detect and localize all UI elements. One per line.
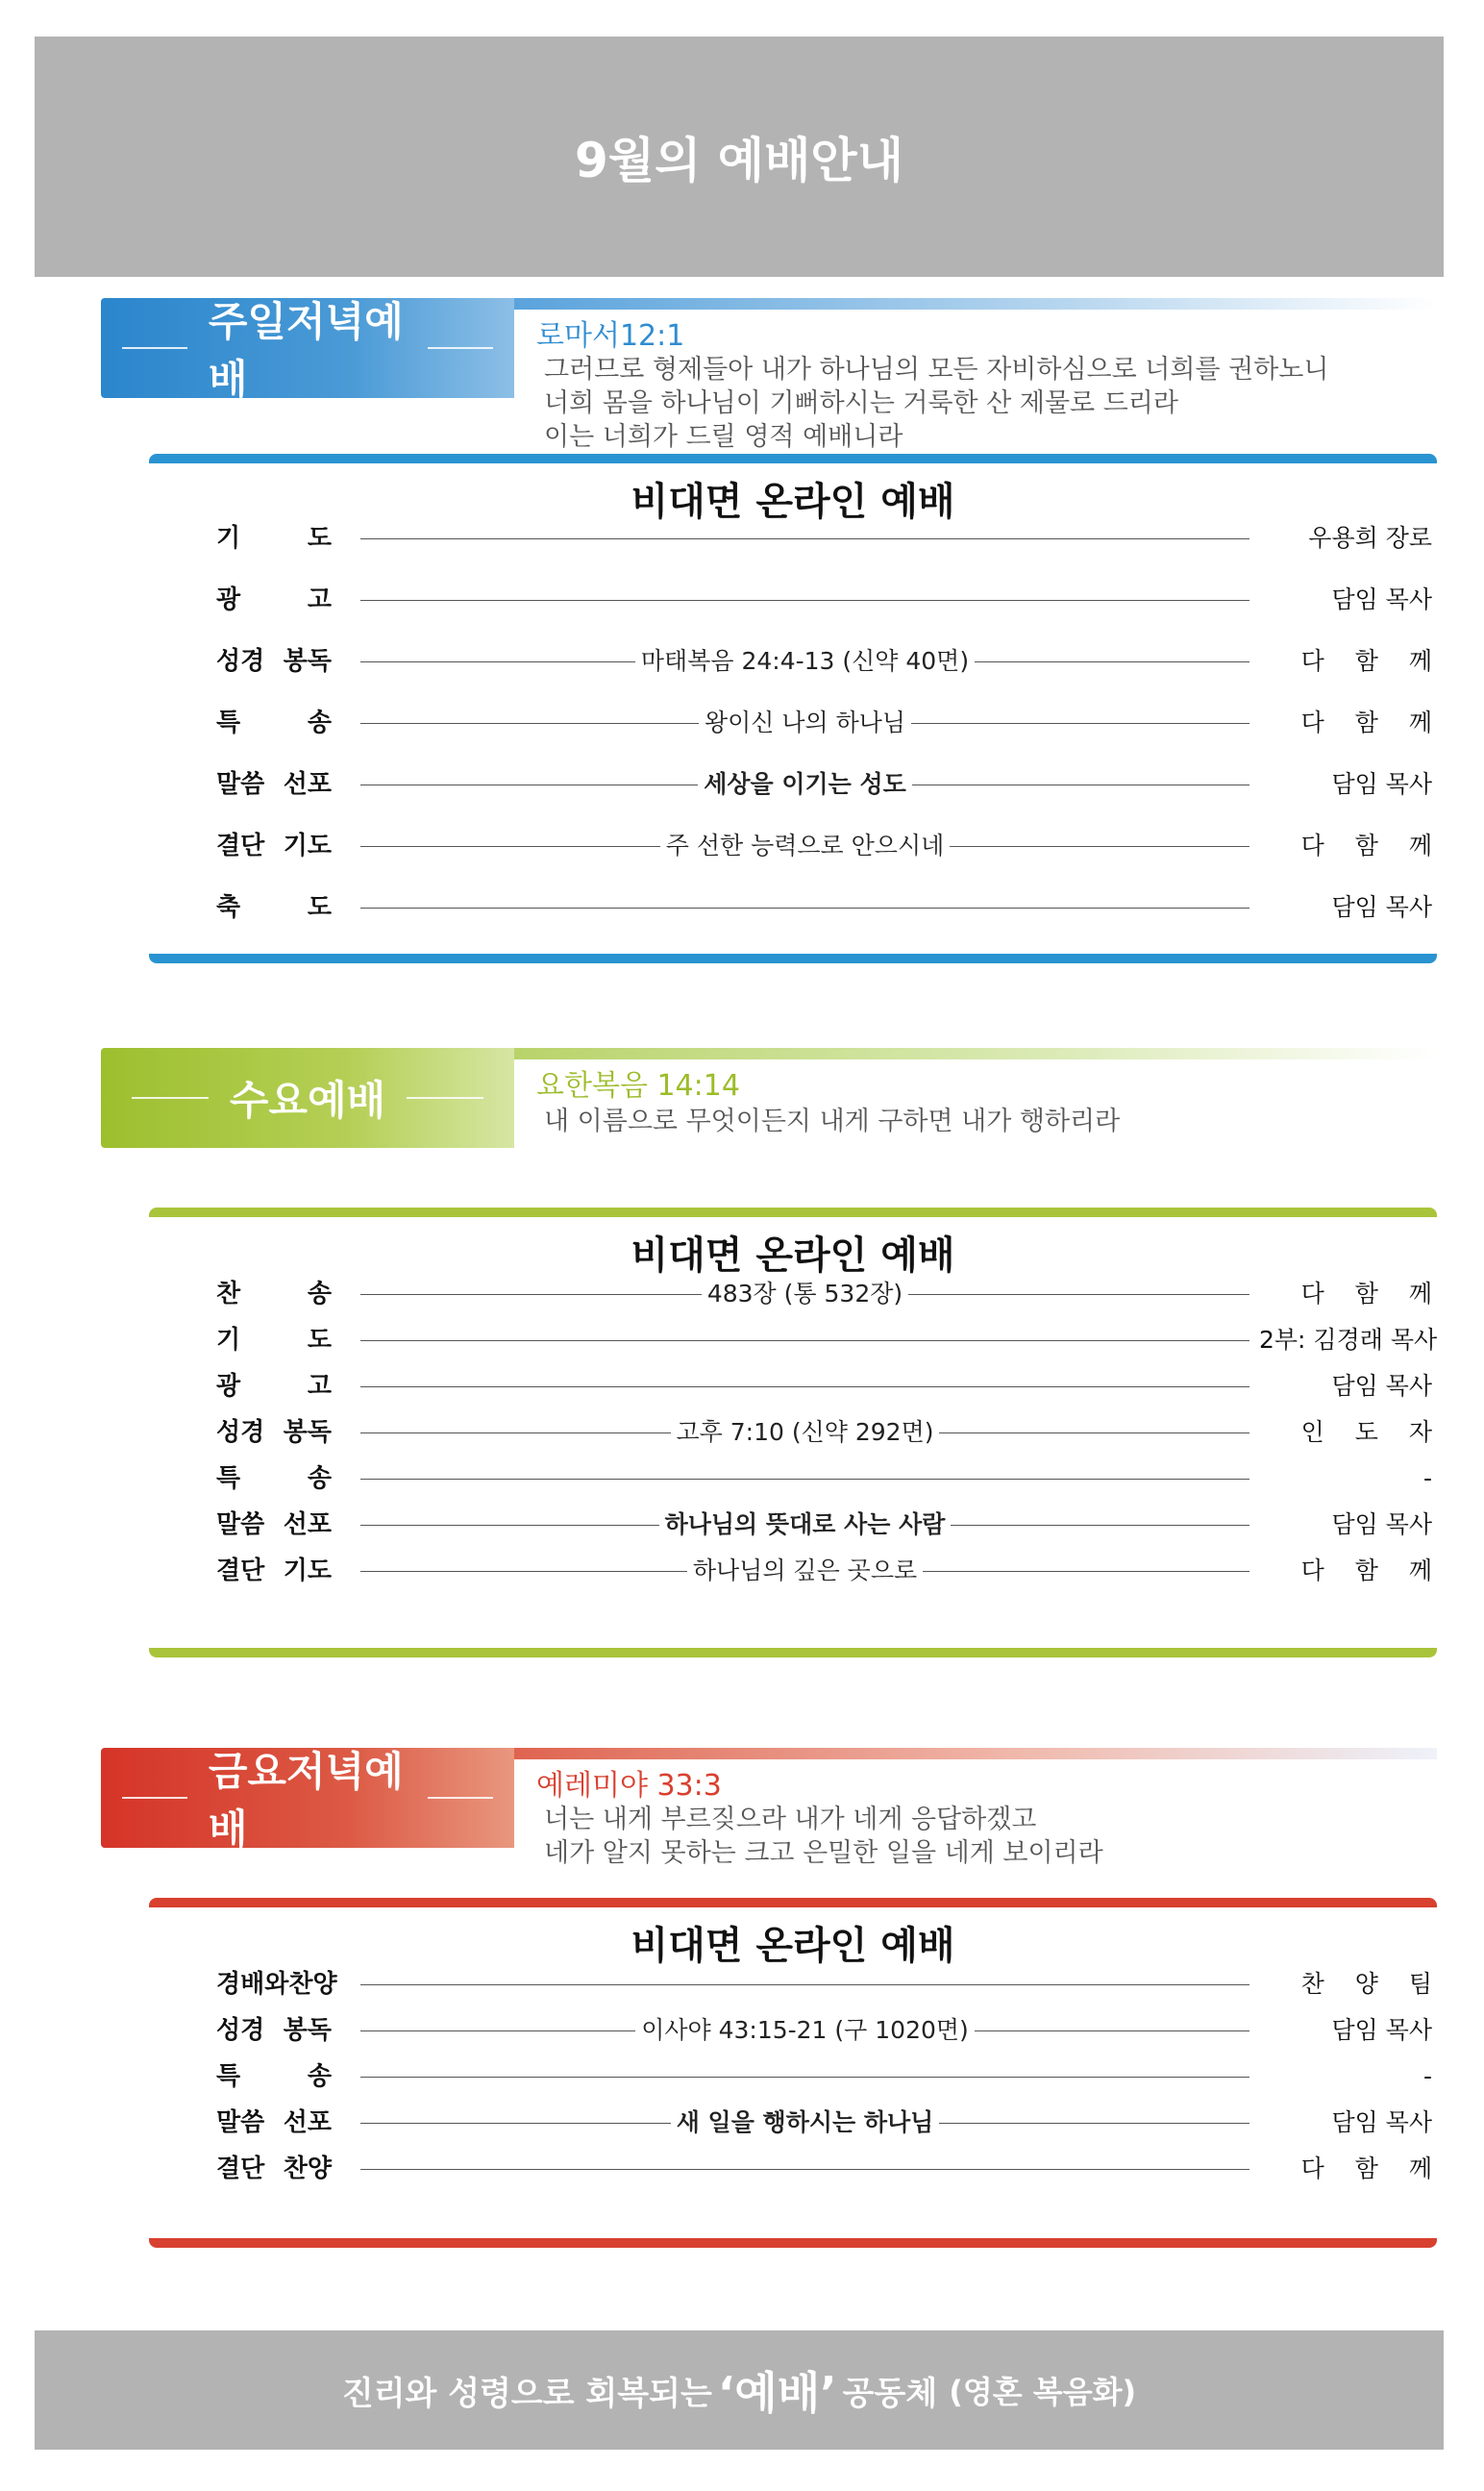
order-label-part: 송 <box>307 709 332 737</box>
order-label <box>216 765 332 804</box>
order-row <box>216 827 1444 865</box>
friday-verse-line-1: 너는 내게 부르짖으라 내가 네게 응답하겠고 <box>544 1805 1037 1834</box>
footer-emphasis: ‘예배’ <box>717 2367 837 2419</box>
wednesday-verse-line <box>514 1048 1437 1059</box>
friday-verse-ref: 예레미야 33:3 <box>536 1769 722 1803</box>
order-label-part: 봉독 <box>283 2016 332 2045</box>
order-label <box>216 2150 332 2188</box>
sunday-order-card <box>149 454 1444 963</box>
order-label <box>216 1506 332 1544</box>
order-label-part: 기도 <box>283 832 332 860</box>
order-leader: - <box>1422 2062 1432 2090</box>
order-detail <box>360 1275 1249 1313</box>
wednesday-tab <box>101 1048 514 1148</box>
order-label <box>216 2011 332 2050</box>
order-label <box>216 2104 332 2142</box>
order-leader: 담임 목사 <box>1331 770 1432 798</box>
order-label <box>216 1459 332 1498</box>
sunday-verse-line-1: 그러므로 형제들아 내가 하나님의 모든 자비하심으로 너희를 권하노니 <box>544 355 1329 385</box>
order-label-part: 성경 <box>216 2016 265 2045</box>
order-label-part: 기 <box>216 524 241 553</box>
order-row <box>216 2057 1432 2096</box>
order-label-part: 선포 <box>283 2108 332 2137</box>
order-label-part: 고 <box>307 1372 332 1401</box>
order-detail <box>360 2104 1249 2142</box>
order-label-part: 결단 <box>216 2155 265 2183</box>
order-leader: 담임 목사 <box>1331 1510 1432 1538</box>
order-label <box>216 642 332 681</box>
card-title: 비대면 온라인 예배 <box>631 480 955 524</box>
order-label-part: 도 <box>307 1326 332 1355</box>
order-detail-text: 하나님의 깊은 곳으로 <box>687 1557 923 1584</box>
order-row <box>216 2011 1432 2050</box>
wednesday-order-card <box>149 1208 1444 1657</box>
order-label-part: 성경 <box>216 1418 265 1447</box>
order-detail <box>360 1413 1249 1452</box>
sunday-verse-line-3: 이는 너희가 드릴 영적 예배니라 <box>544 422 903 452</box>
order-row <box>216 1275 1444 1313</box>
order-detail-text: 새 일을 행하시는 하나님 <box>671 2108 940 2136</box>
order-label <box>216 2057 332 2096</box>
order-label-part: 특 <box>216 1464 241 1493</box>
friday-order-card <box>149 1898 1444 2248</box>
order-label-part: 결단 <box>216 1557 265 1585</box>
friday-verse-line <box>514 1748 1437 1759</box>
sunday-verse-line-2: 너희 몸을 하나님이 기뻐하시는 거룩한 산 제물로 드리라 <box>544 388 1178 418</box>
order-row <box>216 765 1432 804</box>
footer-banner <box>35 2330 1444 2450</box>
order-leader: 인 도 자 <box>1300 1418 1444 1446</box>
order-row <box>216 2104 1432 2142</box>
order-leader: 우용희 장로 <box>1308 524 1432 552</box>
order-leader: 2부: 김경래 목사 <box>1259 1326 1438 1354</box>
order-row <box>216 704 1444 742</box>
order-detail <box>360 1552 1249 1590</box>
sunday-verse-line <box>514 298 1437 310</box>
order-detail-text: 마태복음 24:4-13 (신약 40면) <box>635 647 975 675</box>
order-row <box>216 642 1444 681</box>
order-row <box>216 519 1432 558</box>
order-detail <box>360 1506 1249 1544</box>
order-label <box>216 1275 332 1313</box>
order-label-part: 결단 <box>216 832 265 860</box>
sunday-verse-ref: 로마서12:1 <box>536 319 685 353</box>
order-label-part: 고 <box>307 585 332 614</box>
card-title: 비대면 온라인 예배 <box>631 1233 955 1278</box>
order-leader: 담임 목사 <box>1331 2016 1432 2044</box>
leader-line <box>360 1386 1249 1387</box>
order-label-part: 봉독 <box>283 1418 332 1447</box>
order-label-part: 송 <box>307 1464 332 1493</box>
order-label-part: 특 <box>216 2062 241 2091</box>
order-label-part: 기 <box>216 1326 241 1355</box>
order-row <box>216 2150 1444 2188</box>
order-leader: 다 함 께 <box>1300 2155 1444 2182</box>
order-detail <box>360 642 1249 681</box>
order-row <box>216 1321 1438 1359</box>
order-label-part: 선포 <box>283 770 332 799</box>
order-label-part: 송 <box>307 1280 332 1308</box>
order-label <box>216 888 332 927</box>
order-label-part: 광 <box>216 585 241 614</box>
leader-line <box>360 1340 1249 1341</box>
order-leader: 다 함 께 <box>1300 1280 1444 1308</box>
order-label <box>216 581 332 619</box>
order-detail <box>360 704 1249 742</box>
leader-line <box>360 1984 1249 1985</box>
order-label-part: 찬 <box>216 1280 241 1308</box>
order-row <box>216 1367 1432 1406</box>
friday-evening-tab <box>101 1748 514 1853</box>
order-leader: 담임 목사 <box>1331 585 1432 613</box>
order-leader: 다 함 께 <box>1300 709 1444 736</box>
order-leader: 담임 목사 <box>1331 893 1432 921</box>
order-label-part: 도 <box>307 893 332 922</box>
order-detail-text: 세상을 이기는 성도 <box>698 770 912 798</box>
order-label-part: 송 <box>307 2062 332 2091</box>
leader-line <box>360 1479 1249 1480</box>
order-label <box>216 704 332 742</box>
sunday-evening-tab <box>101 298 514 403</box>
order-detail <box>360 2011 1249 2050</box>
wednesday-verse-line-1: 내 이름으로 무엇이든지 내게 구하면 내가 행하리라 <box>544 1107 1121 1136</box>
order-detail <box>360 827 1249 865</box>
order-leader: - <box>1422 1464 1432 1492</box>
order-leader: 담임 목사 <box>1331 1372 1432 1400</box>
order-label <box>216 1413 332 1452</box>
order-label-part: 축 <box>216 893 241 922</box>
order-label <box>216 1321 332 1359</box>
leader-line <box>360 908 1249 909</box>
leader-line <box>360 600 1249 601</box>
order-label <box>216 1552 332 1590</box>
card-title: 비대면 온라인 예배 <box>631 1924 955 1968</box>
order-label-part: 특 <box>216 709 241 737</box>
leader-line <box>360 538 1249 539</box>
order-row <box>216 1552 1444 1590</box>
order-label-part: 찬양 <box>283 2155 332 2183</box>
tab-label: 수요예배 <box>229 1077 386 1124</box>
order-label <box>216 519 332 558</box>
header-banner <box>35 37 1444 277</box>
order-label <box>216 1965 337 2004</box>
order-leader: 다 함 께 <box>1300 1557 1444 1584</box>
order-label-part: 선포 <box>283 1510 332 1539</box>
order-detail-text: 고후 7:10 (신약 292면) <box>671 1418 940 1446</box>
order-label-part: 봉독 <box>283 647 332 676</box>
page-title: 9월의 예배안내 <box>575 133 903 188</box>
footer-text-before: 진리와 성령으로 회복되는 <box>341 2374 712 2413</box>
order-label <box>216 1367 332 1406</box>
order-label-part: 말씀 <box>216 2108 265 2137</box>
order-label-part: 경배와찬양 <box>216 1970 337 1999</box>
wednesday-verse-ref: 요한복음 14:14 <box>536 1069 740 1103</box>
order-leader: 찬 양 팀 <box>1300 1970 1444 1998</box>
order-label <box>216 827 332 865</box>
order-row <box>216 1413 1444 1452</box>
order-label-part: 말씀 <box>216 770 265 799</box>
order-detail-text: 하나님의 뜻대로 사는 사람 <box>659 1510 952 1538</box>
order-leader: 다 함 께 <box>1300 832 1444 859</box>
tab-label: 주일저녁예배 <box>208 298 404 403</box>
order-row <box>216 1965 1444 2004</box>
order-row <box>216 1459 1432 1498</box>
footer-note: (영혼 복음화) <box>949 2374 1137 2410</box>
order-label-part: 광 <box>216 1372 241 1401</box>
order-detail-text: 왕이신 나의 하나님 <box>699 709 911 736</box>
friday-verse-line-2: 네가 알지 못하는 크고 은밀한 일을 네게 보이리라 <box>544 1838 1103 1868</box>
order-label-part: 말씀 <box>216 1510 265 1539</box>
footer-text-after: 공동체 <box>842 2374 938 2413</box>
order-row <box>216 888 1432 927</box>
tab-label: 금요저녁예배 <box>208 1748 404 1853</box>
order-label-part: 성경 <box>216 647 265 676</box>
order-label-part: 도 <box>307 524 332 553</box>
order-detail-text: 483장 (통 532장) <box>702 1280 908 1308</box>
order-row <box>216 581 1432 619</box>
leader-line <box>360 2077 1249 2078</box>
order-row <box>216 1506 1432 1544</box>
leader-line <box>360 2169 1249 2170</box>
order-detail-text: 주 선한 능력으로 안으시네 <box>660 832 951 859</box>
order-leader: 다 함 께 <box>1300 647 1444 675</box>
order-label-part: 기도 <box>283 1557 332 1585</box>
order-leader: 담임 목사 <box>1331 2108 1432 2136</box>
order-detail-text: 이사야 43:15-21 (구 1020면) <box>635 2016 975 2044</box>
order-detail <box>360 765 1249 804</box>
